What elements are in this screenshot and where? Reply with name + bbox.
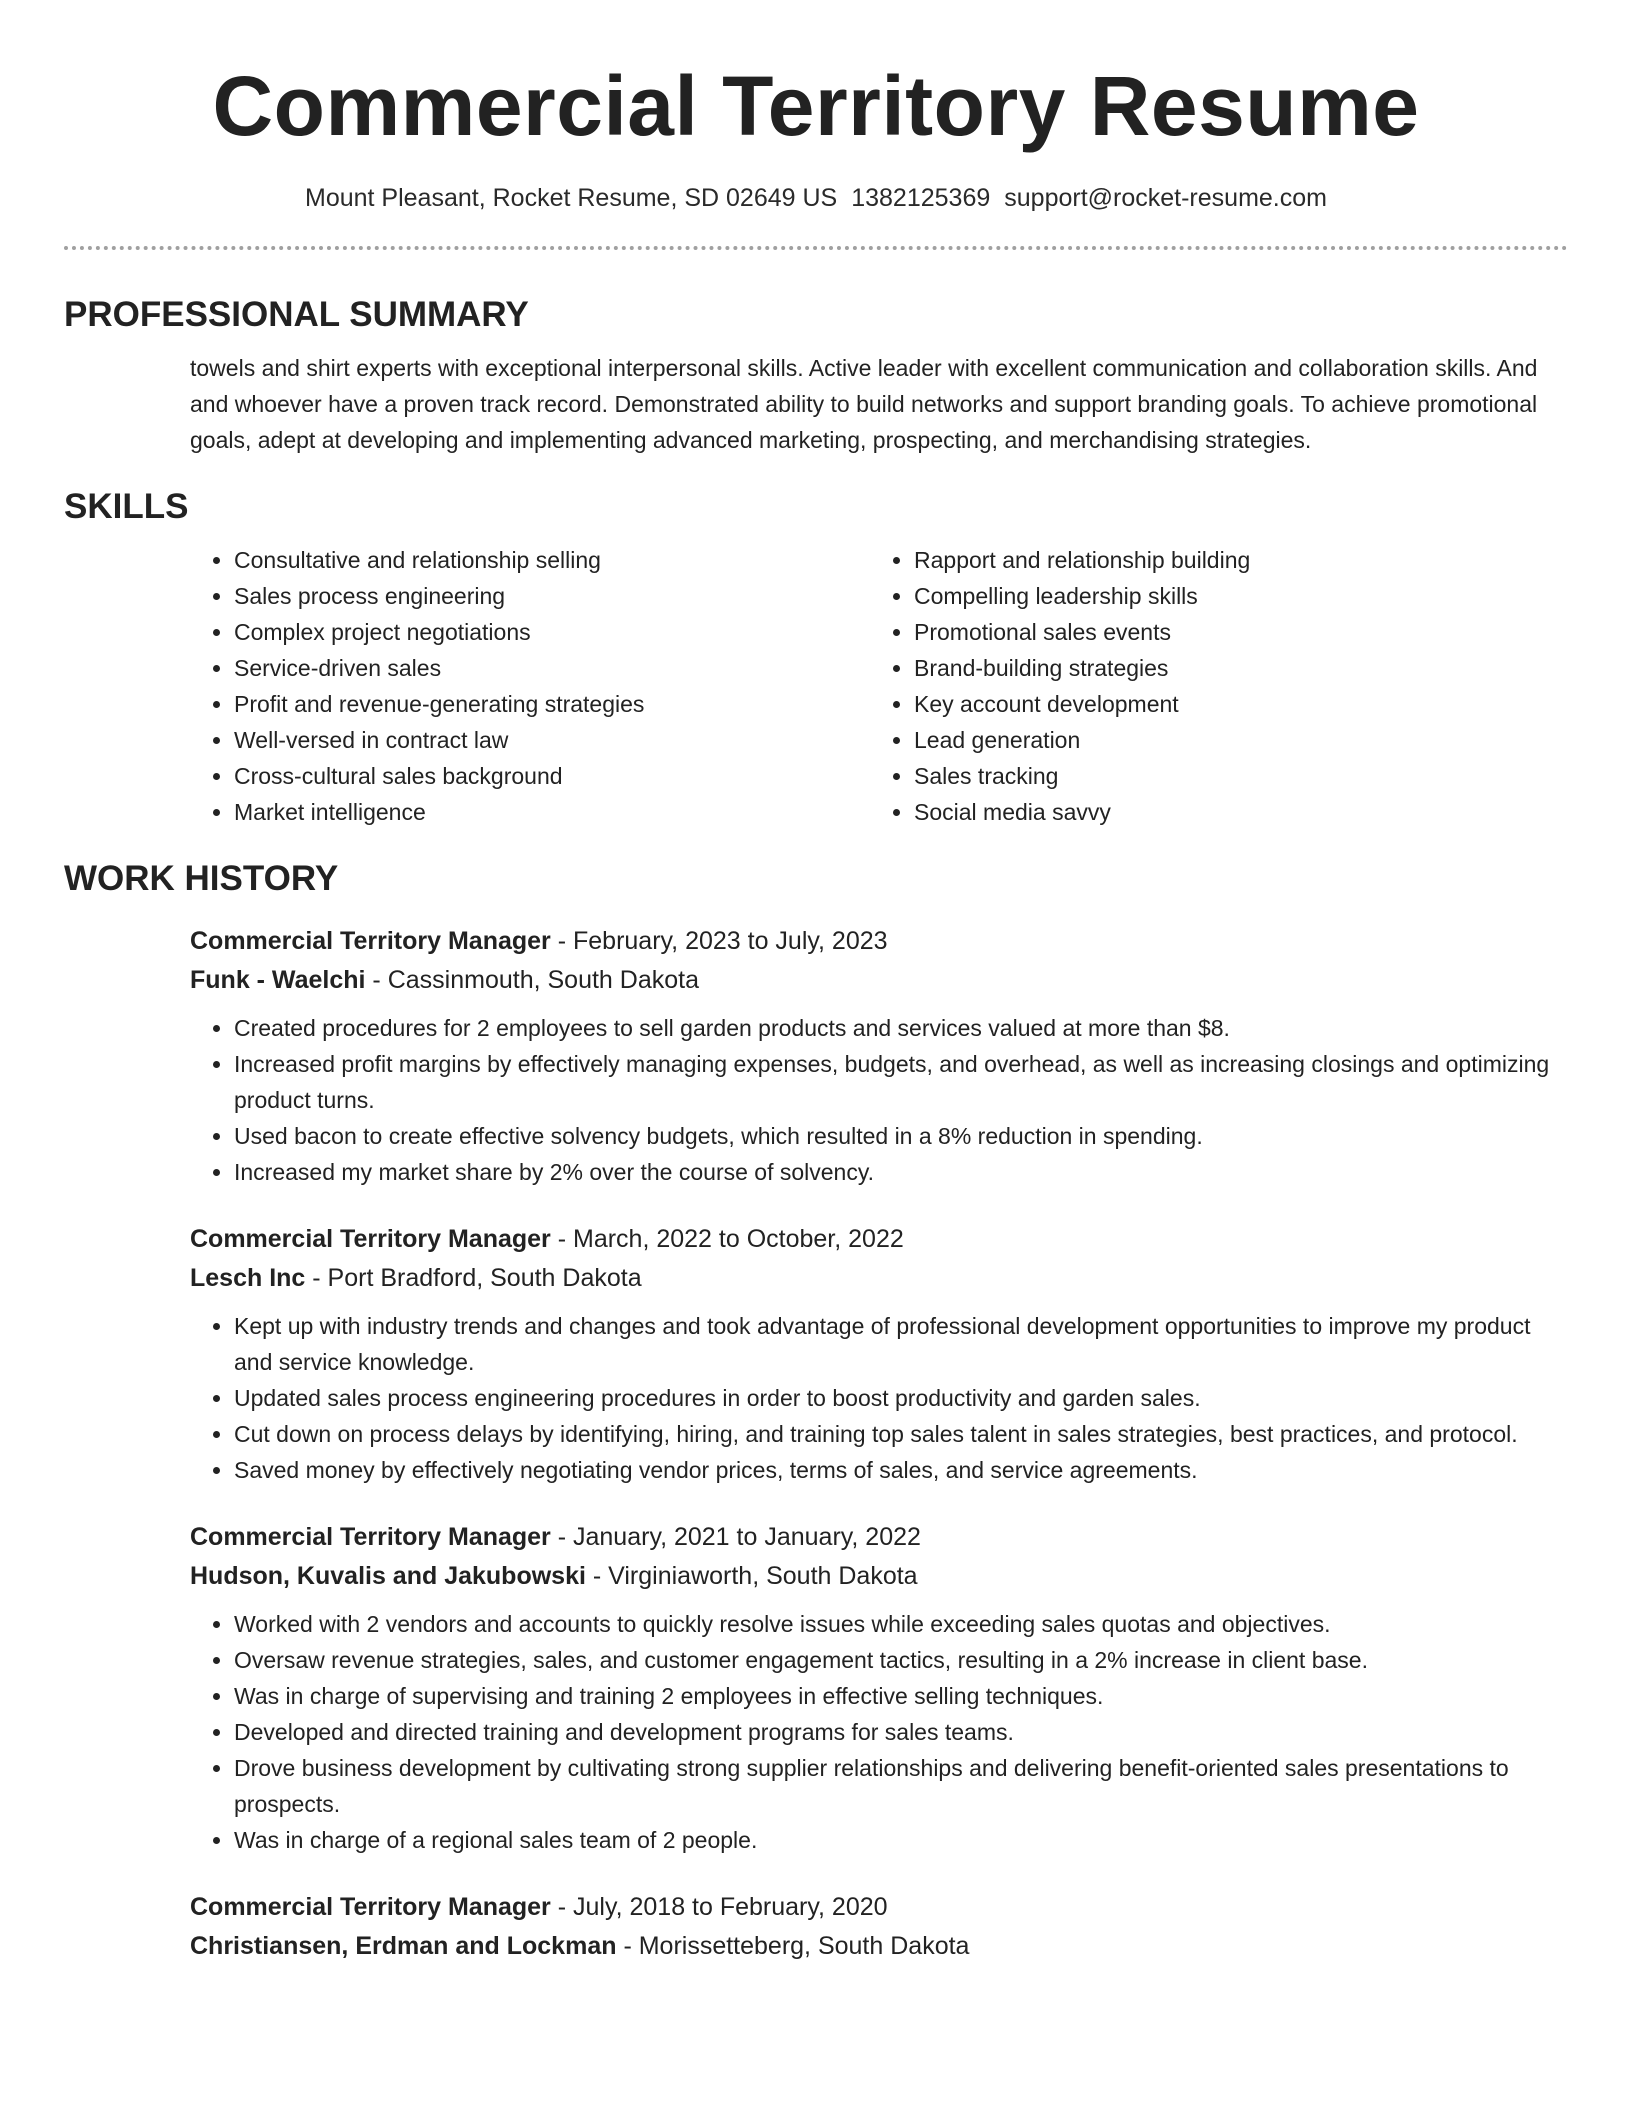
job-company-line	[190, 1557, 1568, 1596]
job-bullet: • Was in charge of a regional sales team of 2 people.	[234, 1822, 1568, 1858]
job-bullets	[190, 1308, 1568, 1488]
job-dates: - July, 2018 to February, 2020	[550, 1893, 888, 1921]
skill-item: • Lead generation	[914, 722, 1550, 758]
job-title-line	[190, 1888, 1568, 1927]
job-entry	[190, 1220, 1568, 1488]
job-bullet: • Increased profit margins by effectively managing expenses, budgets, and overhead, as well as increasing closings and optimizing product turns.	[234, 1046, 1568, 1118]
skill-item: • Cross-cultural sales background	[234, 758, 870, 794]
job-location: - Cassinmouth, South Dakota	[365, 966, 699, 994]
job-bullet: • Oversaw revenue strategies, sales, and customer engagement tactics, resulting in a 2% increase in client base.	[234, 1642, 1568, 1678]
job-entry	[190, 1888, 1568, 1966]
job-bullet: • Increased my market share by 2% over the course of solvency.	[234, 1154, 1568, 1190]
address-text: Mount Pleasant, Rocket Resume, SD 02649 US	[305, 184, 838, 212]
job-dates: - January, 2021 to January, 2022	[550, 1523, 921, 1551]
job-location: - Morissetteberg, South Dakota	[616, 1932, 970, 1960]
phone-text: 1382125369	[851, 184, 991, 212]
resume-title: Commercial Territory Resume	[212, 59, 1420, 153]
job-bullet: • Updated sales process engineering procedures in order to boost productivity and garden sales.	[234, 1380, 1568, 1416]
job-bullet: • Created procedures for 2 employees to sell garden products and services valued at more than $8.	[234, 1010, 1568, 1046]
contact-line	[64, 182, 1568, 214]
job-location: - Virginiaworth, South Dakota	[585, 1562, 918, 1590]
skill-item: • Rapport and relationship building	[914, 542, 1550, 578]
job-bullet: • Used bacon to create effective solvency budgets, which resulted in a 8% reduction in spending.	[234, 1118, 1568, 1154]
skill-item: • Brand-building strategies	[914, 650, 1550, 686]
job-company-line	[190, 961, 1568, 1000]
skill-item: • Service-driven sales	[234, 650, 870, 686]
skills-list-left	[190, 542, 870, 830]
skill-item: • Well-versed in contract law	[234, 722, 870, 758]
job-title-line	[190, 1518, 1568, 1557]
work-heading: WORK HISTORY	[64, 859, 339, 898]
email-text: support@rocket-resume.com	[1004, 184, 1327, 212]
job-role: Commercial Territory Manager	[190, 1225, 551, 1253]
job-role: Commercial Territory Manager	[190, 927, 551, 955]
job-title-line	[190, 1220, 1568, 1259]
skill-item: • Consultative and relationship selling	[234, 542, 870, 578]
skill-item: • Compelling leadership skills	[914, 578, 1550, 614]
skills-list-right	[870, 542, 1550, 830]
job-entry	[190, 1518, 1568, 1858]
skill-item: • Sales process engineering	[234, 578, 870, 614]
job-bullet: • Saved money by effectively negotiating vendor prices, terms of sales, and service agreements.	[234, 1452, 1568, 1488]
job-company-line	[190, 1259, 1568, 1298]
summary-text: towels and shirt experts with exceptional interpersonal skills. Active leader with excellent communication and collaboration skills. And and whoever have a proven track record. Demonstrated ability to build networks and support branding goals. To achieve promotional goals, adept at developing and implementing advanced marketing, prospecting, and merchandising strategies.	[190, 355, 1538, 453]
job-title-line	[190, 922, 1568, 961]
skill-item: • Market intelligence	[234, 794, 870, 830]
job-dates: - March, 2022 to October, 2022	[550, 1225, 904, 1253]
skill-item: • Profit and revenue-generating strategies	[234, 686, 870, 722]
job-bullet: • Worked with 2 vendors and accounts to quickly resolve issues while exceeding sales quotas and objectives.	[234, 1606, 1568, 1642]
job-entry	[190, 922, 1568, 1190]
skill-item: • Social media savvy	[914, 794, 1550, 830]
job-company-line	[190, 1927, 1568, 1966]
job-bullet: • Was in charge of supervising and training 2 employees in effective selling techniques.	[234, 1678, 1568, 1714]
job-company: Christiansen, Erdman and Lockman	[190, 1932, 617, 1960]
job-bullets	[190, 1606, 1568, 1858]
job-dates: - February, 2023 to July, 2023	[550, 927, 888, 955]
job-role: Commercial Territory Manager	[190, 1893, 551, 1921]
job-bullet: • Kept up with industry trends and changes and took advantage of professional development opportunities to improve my product and service knowledge.	[234, 1308, 1568, 1380]
skill-item: • Key account development	[914, 686, 1550, 722]
skill-item: • Sales tracking	[914, 758, 1550, 794]
job-company: Lesch Inc	[190, 1264, 306, 1292]
header-divider	[64, 246, 1568, 250]
skills-columns	[190, 542, 1568, 830]
job-location: - Port Bradford, South Dakota	[305, 1264, 642, 1292]
job-bullet: • Drove business development by cultivating strong supplier relationships and delivering benefit-oriented sales presentations to prospects.	[234, 1750, 1568, 1822]
job-bullet: • Cut down on process delays by identifying, hiring, and training top sales talent in sales strategies, best practices, and protocol.	[234, 1416, 1568, 1452]
summary-heading: PROFESSIONAL SUMMARY	[64, 295, 529, 334]
skills-heading: SKILLS	[64, 487, 189, 526]
job-company: Hudson, Kuvalis and Jakubowski	[190, 1562, 586, 1590]
resume-page	[64, 0, 1568, 1966]
skill-item: • Promotional sales events	[914, 614, 1550, 650]
job-bullets	[190, 1010, 1568, 1190]
skill-item: • Complex project negotiations	[234, 614, 870, 650]
job-role: Commercial Territory Manager	[190, 1523, 551, 1551]
job-bullet: • Developed and directed training and development programs for sales teams.	[234, 1714, 1568, 1750]
job-company: Funk - Waelchi	[190, 966, 366, 994]
